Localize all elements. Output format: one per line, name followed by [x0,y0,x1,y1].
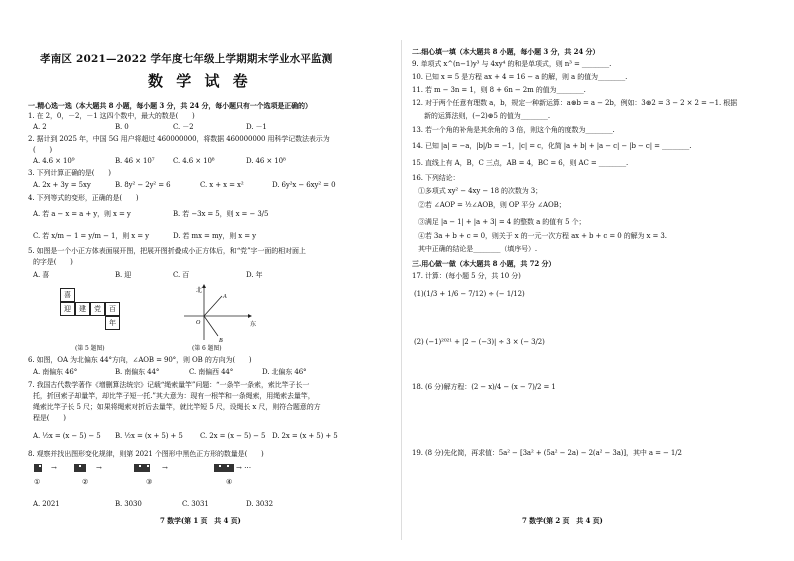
pattern-1 [34,464,50,474]
q8-option-c: C. 3031 [182,500,209,508]
question-7: 7. 我国古代数学著作《增删算法统宗》记载“绳索量竿”问题：“一条竿一条索，索比竿子长一 [28,381,310,389]
q5-option-d: D. 年 [246,271,263,279]
pattern-label-1: ① [34,478,41,486]
black-square [82,468,86,472]
question-14: 14. 已知 |a| = −a，|b|/b = −1，|c| = c，化简 |a + b| + |a − c| − |b − c| = ________. [412,142,692,150]
q2-option-b: B. 46 × 10⁷ [115,157,155,165]
q7-option-d: D. 2x = (x + 5) + 5 [272,432,338,440]
section-1-heading: 一.精心选一选（本大题共 8 小题，每小题 3 分，共 24 分，每小题只有一个选项是正确的） [28,101,312,110]
q5-option-a: A. 喜 [33,271,50,279]
black-square [146,468,150,472]
q7-option-a: A. ½x = (x − 5) − 5 [33,432,101,440]
question-6: 6. 如图，OA 为北偏东 44°方向，∠AOB = 90°，则 OB 的方向为( ) [28,356,252,364]
net-cell-nian: 年 [105,316,120,330]
q7-option-b: B. ½x = (x + 5) + 5 [115,432,183,440]
net-cell-dang: 党 [90,302,105,316]
question-17: 17. 计算：(每小题 5 分，共 10 分) [412,272,521,280]
east-arrowhead [248,314,252,318]
q6-option-c: C. 南偏西 44° [189,368,234,376]
arrow-icon: → [162,464,168,472]
net-cell-xi: 喜 [60,288,75,302]
point-b-label: B [219,338,223,344]
section-2-heading: 二.细心填一填（本大题共 8 小题，每小题 3 分，共 24 分） [412,47,600,56]
pattern-label-2: ② [82,478,89,486]
q2-option-c: C. 4.6 × 10⁸ [173,157,215,165]
figure-5-caption: (第 5 题图) [75,345,105,352]
q5-option-b: B. 迎 [115,271,132,279]
east-label: 东 [250,322,257,328]
question-2-cont: ( ) [33,146,53,154]
column-divider [401,40,402,540]
q1-option-b: B. 0 [115,123,129,131]
q4-option-a: A. 若 a − x = a + y，则 x = y [33,210,131,218]
q17-part-1: (1)(1/3 + 1/6 − 7/12) ÷ (− 1/12) [414,290,525,298]
question-7-line-3: 绳索比竿子长 5 尺；如果将绳索对折后去量竿，就比竿短 5 尺，设绳长 x 尺，则符合题意的方 [33,403,321,411]
arrow-icon: → [51,464,57,472]
q16-statement-2: ②若 ∠AOP = ½∠AOB，则 OP 平分 ∠AOB； [418,201,566,209]
pattern-3 [134,464,174,474]
section-3-heading: 三.用心做一做（本大题共 8 小题，共 72 分） [412,259,556,268]
q8-option-d: D. 3032 [246,500,273,508]
q3-option-c: C. x + x = x² [200,181,244,189]
pattern-label-4: ④ [226,478,233,486]
page-2 [404,0,794,561]
question-15: 15. 直线上有 A，B，C 三点，AB = 4，BC = 6，则 AC = ________. [412,159,629,167]
q16-statement-1: ①多项式 xy² − 4xy − 18 的次数为 3； [418,187,543,195]
net-cell-bai: 百 [105,302,120,316]
point-o-label: O [196,320,201,326]
question-1: 1. 在 2，0，－2，－1 这四个数中，最大的数是( ) [28,112,195,120]
question-18: 18. (6 分)解方程：(2 − x)/4 − (x − 7)/2 = 1 [412,383,556,391]
ray-oa [204,296,222,316]
q17-part-2: (2) (−1)²⁰²¹ + |2 − (−3)| ÷ 3 × (− 3/2) [414,338,545,346]
square-pattern-figure [34,464,304,490]
net-cell-ying: 迎 [60,302,75,316]
exam-header: 孝南区 2021—2022 学年度七年级上学期期末学业水平监测 [40,53,333,65]
ray-ob [204,316,218,336]
north-label: 北 [196,288,203,294]
page-1-footer: 7 数学(第 1 页 共 4 页) [160,516,241,525]
question-7-line-2: 托，折回索子却量竿，却比竿子短一托.”其大意为：现有一根竿和一条绳索，用绳索去量竿， [33,392,315,400]
net-cell-jian: 建 [75,302,90,316]
cube-net-figure [60,288,150,348]
question-16: 16. 下列结论： [412,174,460,182]
black-square [230,468,234,472]
q2-option-a: A. 4.6 × 10⁹ [33,157,75,165]
q7-option-c: C. 2x = (x − 5) − 5 [200,432,266,440]
q16-statement-3: ③满足 |a − 1| + |a + 3| = 4 的整数 a 的值有 5 个； [418,218,586,226]
q4-option-d: D. 若 mx = my，则 x = y [173,232,256,240]
question-13: 13. 若一个角的补角是其余角的 3 倍，则这个角的度数为________. [412,126,615,134]
question-12: 12. 对于两个任意有理数 a，b，规定一种新运算：a⊛b = a − 2b，例如：3⊛2 = 3 − 2 × 2 = −1. 根据 [412,99,738,107]
question-5-cont: 的字是( ) [33,258,73,266]
question-10: 10. 已知 x = 5 是方程 ax + 4 = 16 − a 的解，则 a 的值为________. [412,73,628,81]
question-5: 5. 如图是一个小正方体表面展开图，把展开图折叠成小正方体后，和“党”字一面的相对面上 [28,247,306,255]
question-9: 9. 单项式 x^(n−1)y³ 与 4xy⁴ 的和是单项式，则 n³ = ________. [412,60,612,68]
page-2-footer: 7 数学(第 2 页 共 4 页) [522,516,603,525]
q16-conclusion: 其中正确的结论是________（填序号）. [418,245,538,253]
q4-option-c: C. 若 x/m − 1 = y/m − 1，则 x = y [33,232,149,240]
question-8: 8. 观察并找出图形变化规律，则第 2021 个图形中黑色正方形的数量是( ) [28,450,264,458]
question-11: 11. 若 m − 3n = 1，则 8 + 6n − 2m 的值为________. [412,86,586,94]
figure-6-caption: (第 6 题图) [192,345,222,352]
q1-option-d: D. －1 [246,123,267,131]
arrow-icon: → [96,464,102,472]
north-arrowhead [202,284,206,288]
q1-option-a: A. 2 [33,123,47,131]
q16-statement-4: ④若 3a + b + c = 0，则关于 x 的一元一次方程 ax + b + c = 0 的解为 x = 3. [418,232,667,240]
arrow-icon: → ⋯ [236,464,252,472]
question-4: 4. 下列等式的变形，正确的是( ) [28,194,139,202]
direction-figure [178,284,258,344]
q2-option-d: D. 46 × 10⁸ [246,157,286,165]
q3-option-a: A. 2x + 3y = 5xy [33,181,91,189]
q3-option-d: D. 6y²x − 6xy² = 0 [272,181,336,189]
q1-option-c: C. －2 [173,123,194,131]
q3-option-b: B. 8y² − 2y² = 6 [115,181,171,189]
q6-option-d: D. 北偏东 46° [262,368,307,376]
question-7-line-4: 程是( ) [33,414,66,422]
question-19: 19. (8 分)先化简，再求值：5a² − [3a² + (5a² − 2a) − 2(a² − 3a)]，其中 a = − 1/2 [412,449,682,457]
q4-option-b: B. 若 −3x = 5，则 x = − 3/5 [173,210,269,218]
black-square [38,468,42,472]
pattern-label-3: ③ [146,478,153,486]
question-2: 2. 据计到 2025 年，中国 5G 用户将超过 460000000，将数据 460000000 用科学记数法表示为 [28,135,330,143]
question-3: 3. 下列计算正确的是( ) [28,169,111,177]
q8-option-b: B. 3030 [115,500,142,508]
exam-title: 数 学 试 卷 [148,72,252,90]
question-12-cont: 新的运算法则，(−2)⊛5 的值为________. [424,112,550,120]
q5-option-c: C. 百 [173,271,190,279]
q6-option-a: A. 南偏东 46° [33,368,78,376]
q8-option-a: A. 2021 [33,500,60,508]
point-a-label: A [223,294,227,300]
q6-option-b: B. 南偏东 44° [115,368,160,376]
